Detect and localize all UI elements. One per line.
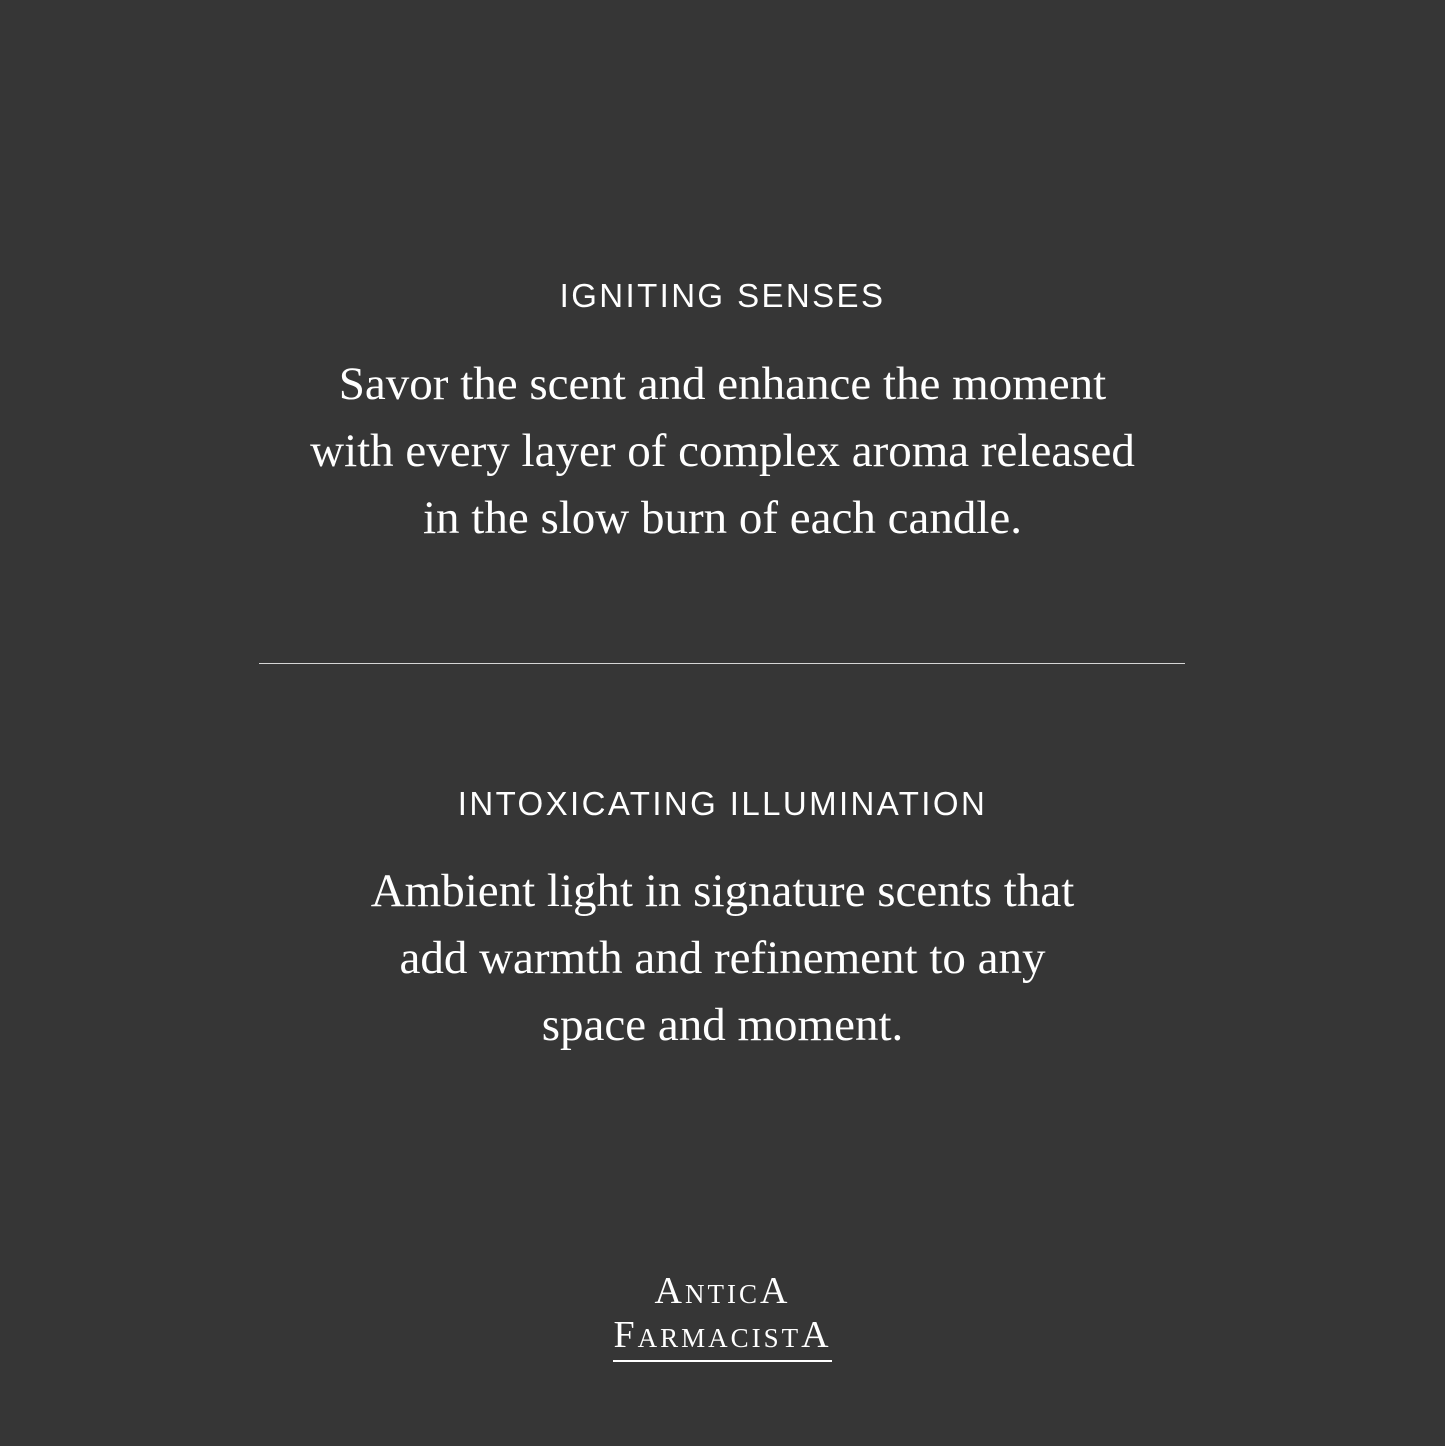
section-body: [0, 351, 1445, 552]
body-line: add warmth and refinement to any: [399, 932, 1046, 984]
logo-line-antica: AnticA: [654, 1270, 791, 1312]
body-line: in the slow burn of each candle.: [422, 492, 1023, 544]
section-body: [0, 858, 1445, 1059]
section-heading: IGNITING SENSES: [559, 277, 886, 314]
body-line: space and moment.: [541, 999, 904, 1051]
logo-wordmark: [613, 1272, 831, 1362]
body-line: with every layer of complex aroma released: [310, 425, 1135, 477]
logo-line-farmacista: FarmacistA: [613, 1314, 832, 1356]
brand-logo: [0, 1272, 1445, 1362]
body-line: Ambient light in signature scents that: [370, 865, 1075, 917]
divider-line: [259, 663, 1185, 664]
section-heading: INTOXICATING ILLUMINATION: [457, 785, 988, 822]
body-line: Savor the scent and enhance the moment: [338, 358, 1107, 410]
logo-underline: [613, 1360, 831, 1362]
